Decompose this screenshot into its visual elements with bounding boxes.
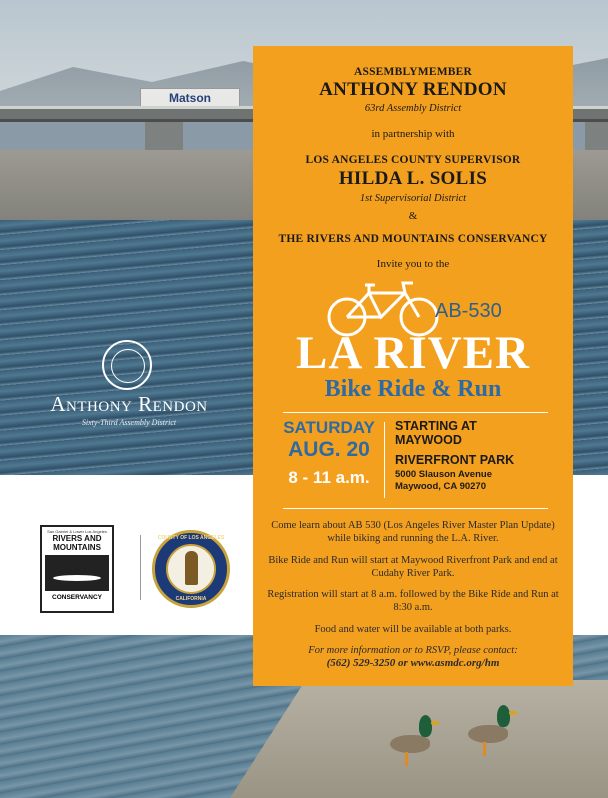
- contact-line1: For more information or to RSVP, please contact:: [308, 645, 518, 656]
- event-date: AUG. 20: [288, 438, 370, 461]
- county-seal-figure: [185, 551, 198, 585]
- vertical-divider: [384, 422, 385, 498]
- logo-divider: [140, 535, 141, 600]
- location-line2: MAYWOOD: [395, 433, 462, 447]
- la-county-seal-logo: [152, 530, 230, 608]
- assemblymember-label: ASSEMBLYMEMBER: [353, 66, 473, 78]
- la-river-title: LA RIVER: [296, 327, 530, 379]
- paragraph-4: Food and water will be available at both parks.: [314, 624, 512, 635]
- paragraph-1: Come learn about AB 530 (Los Angeles River Master Plan Update) while biking and running the L.A. River.: [271, 520, 555, 544]
- district-2: 1st Supervisorial District: [359, 193, 467, 204]
- district-1: 63rd Assembly District: [364, 103, 462, 114]
- duck: [468, 725, 508, 743]
- paragraph-2: Bike Ride and Run will start at Maywood Riverfront Park and end at Cudahy River Park.: [268, 555, 558, 579]
- ab530-label: AB-530: [435, 300, 502, 322]
- location-block: [395, 419, 565, 493]
- conservancy-label: THE RIVERS AND MOUNTAINS CONSERVANCY: [278, 233, 548, 245]
- divider-rule: [283, 508, 548, 509]
- truck: [140, 88, 240, 108]
- invitation-panel: [253, 46, 573, 686]
- duck-leg: [405, 752, 408, 766]
- rendon-title: ANTHONY RENDON: [319, 79, 507, 100]
- duck-head: [419, 715, 432, 737]
- duck-leg: [483, 742, 486, 756]
- rmc-line2: MOUNTAINS: [53, 543, 101, 552]
- rmc-small-text: San Gabriel & Lower Los Angeles: [47, 529, 107, 534]
- location-line3: RIVERFRONT PARK: [395, 453, 515, 467]
- invite-line: Invite you to the: [376, 258, 450, 270]
- paragraph-3: Registration will start at 8 a.m. followed by the Bike Ride and Run at 8:30 a.m.: [267, 589, 559, 613]
- date-block: [279, 418, 379, 488]
- rendon-name: Anthony Rendon: [50, 392, 208, 416]
- contact-info: [267, 644, 559, 670]
- county-top-text: COUNTY OF LOS ANGELES: [157, 535, 225, 541]
- contact-line2: (562) 529-3250 or www.asmdc.org/hm: [326, 657, 500, 669]
- bike-ride-subtitle: Bike Ride & Run: [324, 376, 502, 402]
- truck-label: Matson: [169, 91, 211, 105]
- event-day: SATURDAY: [283, 418, 375, 437]
- duck: [390, 735, 430, 753]
- event-time: 8 - 11 a.m.: [288, 468, 370, 487]
- solis-title: HILDA L. SOLIS: [338, 168, 488, 189]
- duck-head: [497, 705, 510, 727]
- rmc-line1: RIVERS AND: [52, 534, 102, 543]
- partnership-line: in partnership with: [371, 128, 455, 140]
- duck-bill: [431, 721, 439, 725]
- location-line1: STARTING AT: [395, 419, 477, 433]
- rmc-line3: CONSERVANCY: [52, 594, 102, 601]
- county-bottom-text: CALIFORNIA: [175, 596, 207, 602]
- address-line2: Maywood, CA 90270: [395, 481, 486, 492]
- supervisor-label: LOS ANGELES COUNTY SUPERVISOR: [305, 154, 521, 166]
- assembly-seal-icon: [102, 340, 152, 390]
- rivers-mountains-conservancy-logo: [40, 525, 114, 613]
- divider-rule: [283, 412, 548, 413]
- address-line1: 5000 Slauson Avenue: [395, 469, 492, 480]
- rendon-district: Sixty-Third Assembly District: [81, 418, 177, 427]
- ampersand: &: [408, 210, 418, 222]
- rmc-art: [45, 555, 109, 591]
- duck-bill: [509, 711, 517, 715]
